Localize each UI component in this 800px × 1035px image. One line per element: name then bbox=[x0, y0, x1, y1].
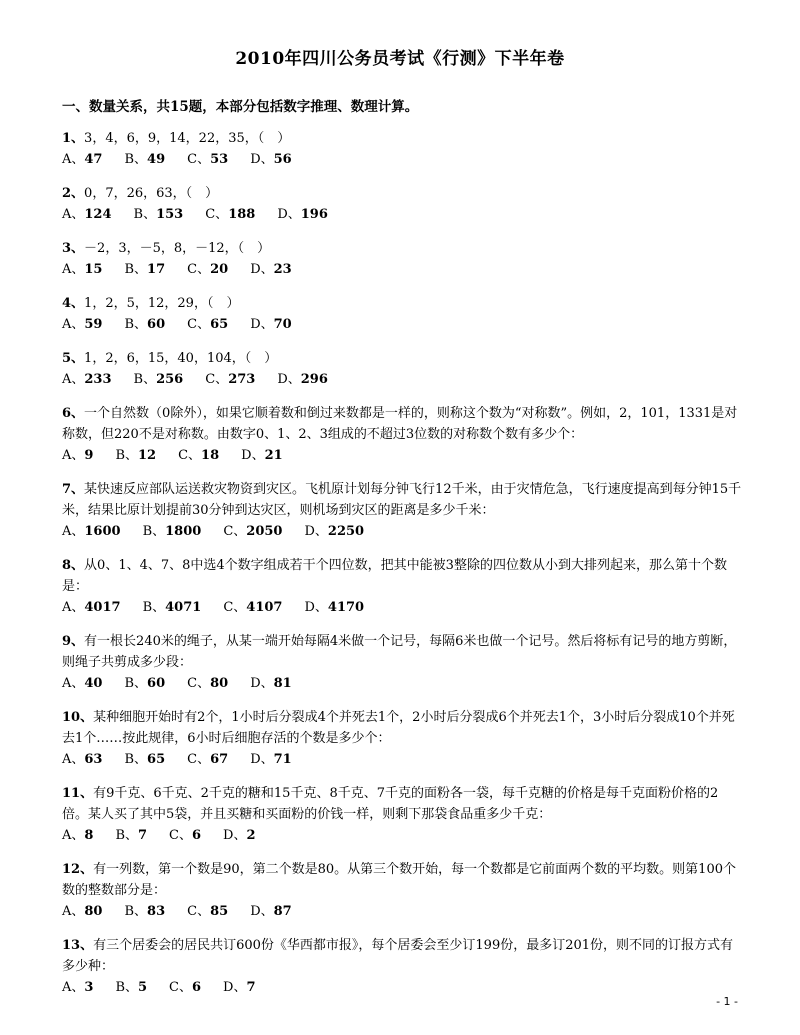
option-value: 4170 bbox=[327, 600, 365, 615]
question-text: 0，7，26，63，（ ） bbox=[84, 186, 219, 201]
question-text: 有一根长240米的绳子，从某一端开始每隔4米做一个记号，每隔6米也做一个记号。然后将标有记号的地方剪断，则绳子共剪成多少段： bbox=[62, 634, 737, 670]
option-c bbox=[223, 597, 282, 618]
question-stem bbox=[62, 859, 742, 901]
option-b bbox=[143, 521, 202, 542]
question-stem bbox=[62, 238, 742, 259]
option-letter: C、 bbox=[169, 980, 192, 995]
option-c bbox=[205, 369, 255, 390]
option-b bbox=[124, 259, 165, 280]
option-value: 56 bbox=[273, 152, 292, 167]
option-letter: B、 bbox=[124, 904, 148, 919]
question-number: 6、 bbox=[62, 406, 85, 421]
question-stem bbox=[62, 183, 742, 204]
question-item bbox=[62, 631, 742, 694]
option-value: 273 bbox=[228, 372, 256, 387]
option-a bbox=[62, 977, 93, 998]
option-value: 20 bbox=[210, 262, 229, 277]
option-d bbox=[250, 673, 292, 694]
option-c bbox=[187, 259, 228, 280]
options-row bbox=[62, 673, 742, 694]
option-value: 6 bbox=[192, 828, 202, 843]
option-letter: A、 bbox=[62, 980, 85, 995]
option-value: 53 bbox=[210, 152, 229, 167]
option-letter: C、 bbox=[187, 676, 211, 691]
option-c bbox=[187, 749, 228, 770]
option-value: 63 bbox=[84, 752, 103, 767]
option-letter: D、 bbox=[304, 600, 328, 615]
option-a bbox=[62, 673, 102, 694]
option-value: 60 bbox=[147, 317, 166, 332]
question-item bbox=[62, 707, 742, 770]
option-value: 2050 bbox=[246, 524, 283, 539]
option-value: 188 bbox=[228, 207, 256, 222]
question-text: 有一列数，第一个数是90，第二个数是80。从第三个数开始，每一个数都是它前面两个数的平均数。则第100个数的整数部分是： bbox=[62, 862, 736, 898]
option-value: 21 bbox=[264, 448, 283, 463]
option-c bbox=[187, 673, 228, 694]
question-stem bbox=[62, 403, 742, 445]
option-letter: D、 bbox=[250, 152, 274, 167]
option-letter: D、 bbox=[241, 448, 265, 463]
options-row bbox=[62, 369, 742, 390]
option-value: 2250 bbox=[327, 524, 365, 539]
question-stem bbox=[62, 555, 742, 597]
question-item bbox=[62, 859, 742, 922]
option-d bbox=[304, 521, 364, 542]
question-item bbox=[62, 555, 742, 618]
question-text: －2，3，－5，8，－12，（ ） bbox=[84, 241, 271, 256]
options-row bbox=[62, 597, 742, 618]
question-item bbox=[62, 403, 742, 466]
option-d bbox=[250, 314, 292, 335]
option-value: 9 bbox=[84, 448, 94, 463]
question-stem bbox=[62, 935, 742, 977]
option-letter: B、 bbox=[124, 676, 148, 691]
option-letter: B、 bbox=[133, 372, 157, 387]
option-letter: A、 bbox=[62, 448, 85, 463]
option-c bbox=[205, 204, 255, 225]
option-value: 18 bbox=[201, 448, 220, 463]
question-text: 一个自然数（0除外），如果它顺着数和倒过来数都是一样的，则称这个数为“对称数”。例如，2，101，1331是对称数，但220不是对称数。由数字0、1、2、3组成的不超过3位数的对称数个数有多少个： bbox=[62, 406, 738, 442]
question-stem bbox=[62, 348, 742, 369]
option-value: 256 bbox=[156, 372, 184, 387]
option-value: 124 bbox=[84, 207, 112, 222]
question-text: 某快速反应部队运送救灾物资到灾区。飞机原计划每分钟飞行12千米，由于灾情危急，飞行速度提高到每分钟15千米，结果比原计划提前30分钟到达灾区，则机场到灾区的距离是多少千米： bbox=[62, 482, 742, 518]
options-row bbox=[62, 445, 742, 466]
option-d bbox=[250, 149, 292, 170]
question-number: 1、 bbox=[62, 131, 85, 146]
option-b bbox=[124, 901, 165, 922]
option-value: 12 bbox=[138, 448, 157, 463]
option-letter: B、 bbox=[142, 600, 166, 615]
option-value: 67 bbox=[210, 752, 229, 767]
page-title: 2010年四川公务员考试《行测》下半年卷 bbox=[235, 49, 565, 69]
option-letter: D、 bbox=[304, 524, 328, 539]
option-c bbox=[223, 521, 282, 542]
question-item bbox=[62, 935, 742, 998]
option-c bbox=[169, 977, 201, 998]
option-a bbox=[62, 259, 102, 280]
option-b bbox=[134, 369, 184, 390]
option-a bbox=[62, 369, 112, 390]
option-d bbox=[277, 369, 328, 390]
option-c bbox=[187, 901, 228, 922]
option-value: 1800 bbox=[165, 524, 202, 539]
option-letter: C、 bbox=[187, 262, 211, 277]
option-letter: C、 bbox=[187, 904, 211, 919]
option-letter: C、 bbox=[187, 317, 211, 332]
option-a bbox=[62, 749, 102, 770]
question-text: 有三个居委会的居民共订600份《华西都市报》，每个居委会至少订199份，最多订201份，则不同的订报方式有多少种： bbox=[62, 938, 734, 974]
option-b bbox=[134, 204, 184, 225]
option-value: 71 bbox=[273, 752, 292, 767]
option-letter: B、 bbox=[124, 152, 148, 167]
option-letter: A、 bbox=[62, 207, 85, 222]
question-text: 1，2，5，12，29，（ ） bbox=[84, 296, 240, 311]
option-b bbox=[115, 825, 147, 846]
option-letter: A、 bbox=[62, 152, 85, 167]
option-value: 8 bbox=[84, 828, 94, 843]
question-number: 3、 bbox=[62, 241, 85, 256]
question-number: 12、 bbox=[62, 862, 94, 877]
option-letter: C、 bbox=[205, 372, 229, 387]
option-a bbox=[62, 314, 102, 335]
option-a bbox=[62, 445, 93, 466]
option-d bbox=[241, 445, 283, 466]
option-b bbox=[124, 673, 165, 694]
option-letter: C、 bbox=[169, 828, 192, 843]
options-row bbox=[62, 259, 742, 280]
option-value: 7 bbox=[246, 980, 256, 995]
option-letter: C、 bbox=[205, 207, 229, 222]
question-text: 从0、1、4、7、8中选4个数字组成若干个四位数，把其中能被3整除的四位数从小到大排列起来，那么第十个数是： bbox=[62, 558, 727, 594]
option-value: 4107 bbox=[246, 600, 283, 615]
option-letter: C、 bbox=[187, 752, 211, 767]
option-value: 7 bbox=[138, 828, 148, 843]
option-value: 80 bbox=[210, 676, 229, 691]
option-value: 80 bbox=[84, 904, 103, 919]
option-d bbox=[250, 259, 292, 280]
option-value: 59 bbox=[84, 317, 103, 332]
option-letter: B、 bbox=[142, 524, 166, 539]
question-number: 10、 bbox=[62, 710, 94, 725]
question-text: 3，4，6，9，14，22，35，（ ） bbox=[84, 131, 291, 146]
question-item bbox=[62, 183, 742, 225]
question-item bbox=[62, 783, 742, 846]
option-value: 87 bbox=[273, 904, 292, 919]
option-a bbox=[62, 597, 121, 618]
option-d bbox=[250, 901, 292, 922]
option-c bbox=[169, 825, 201, 846]
option-value: 296 bbox=[300, 372, 328, 387]
option-letter: D、 bbox=[250, 262, 274, 277]
option-b bbox=[124, 749, 165, 770]
option-letter: C、 bbox=[178, 448, 202, 463]
option-a bbox=[62, 825, 93, 846]
option-letter: D、 bbox=[250, 676, 274, 691]
option-d bbox=[223, 977, 255, 998]
question-stem bbox=[62, 293, 742, 314]
option-letter: C、 bbox=[223, 600, 247, 615]
option-letter: A、 bbox=[62, 524, 85, 539]
option-letter: B、 bbox=[124, 317, 148, 332]
question-number: 4、 bbox=[62, 296, 85, 311]
option-letter: C、 bbox=[223, 524, 247, 539]
option-a bbox=[62, 149, 102, 170]
option-letter: A、 bbox=[62, 317, 85, 332]
question-item bbox=[62, 293, 742, 335]
option-a bbox=[62, 901, 102, 922]
question-number: 9、 bbox=[62, 634, 85, 649]
question-number: 11、 bbox=[62, 786, 94, 801]
option-letter: B、 bbox=[115, 980, 138, 995]
option-d bbox=[223, 825, 255, 846]
option-b bbox=[143, 597, 202, 618]
question-stem bbox=[62, 631, 742, 673]
options-row bbox=[62, 521, 742, 542]
option-letter: D、 bbox=[223, 828, 247, 843]
option-letter: B、 bbox=[115, 448, 138, 463]
option-value: 70 bbox=[273, 317, 292, 332]
question-text: 有9千克、6千克、2千克的糖和15千克、8千克、7千克的面粉各一袋，每千克糖的价格是每千克面粉价格的2倍。某人买了其中5袋，并且买糖和买面粉的价钱一样，则剩下那袋食品重多少千克： bbox=[62, 786, 719, 822]
option-value: 65 bbox=[147, 752, 166, 767]
option-letter: B、 bbox=[115, 828, 138, 843]
options-row bbox=[62, 314, 742, 335]
options-row bbox=[62, 977, 742, 998]
option-letter: D、 bbox=[250, 904, 274, 919]
option-letter: A、 bbox=[62, 904, 85, 919]
option-value: 23 bbox=[273, 262, 292, 277]
option-value: 15 bbox=[84, 262, 103, 277]
question-stem bbox=[62, 707, 742, 749]
option-letter: D、 bbox=[223, 980, 247, 995]
option-value: 17 bbox=[147, 262, 166, 277]
option-letter: B、 bbox=[124, 262, 148, 277]
option-b bbox=[115, 977, 147, 998]
option-d bbox=[250, 749, 292, 770]
options-row bbox=[62, 749, 742, 770]
option-value: 5 bbox=[138, 980, 148, 995]
option-value: 2 bbox=[246, 828, 256, 843]
page-number: - 1 - bbox=[716, 995, 738, 1008]
option-value: 196 bbox=[300, 207, 328, 222]
option-c bbox=[187, 149, 228, 170]
option-b bbox=[115, 445, 156, 466]
options-row bbox=[62, 825, 742, 846]
option-c bbox=[178, 445, 219, 466]
question-number: 8、 bbox=[62, 558, 85, 573]
options-row bbox=[62, 204, 742, 225]
question-stem bbox=[62, 128, 742, 149]
option-d bbox=[277, 204, 328, 225]
option-letter: A、 bbox=[62, 828, 85, 843]
question-list bbox=[62, 128, 742, 1011]
option-letter: A、 bbox=[62, 372, 85, 387]
question-item bbox=[62, 479, 742, 542]
question-number: 13、 bbox=[62, 938, 94, 953]
option-letter: A、 bbox=[62, 752, 85, 767]
question-number: 2、 bbox=[62, 186, 85, 201]
option-value: 85 bbox=[210, 904, 229, 919]
option-b bbox=[124, 314, 165, 335]
question-number: 7、 bbox=[62, 482, 85, 497]
question-stem bbox=[62, 479, 742, 521]
options-row bbox=[62, 149, 742, 170]
question-item bbox=[62, 128, 742, 170]
option-a bbox=[62, 521, 121, 542]
option-value: 153 bbox=[156, 207, 184, 222]
option-letter: C、 bbox=[187, 152, 211, 167]
option-value: 81 bbox=[273, 676, 292, 691]
option-letter: B、 bbox=[133, 207, 157, 222]
option-b bbox=[124, 149, 165, 170]
option-value: 60 bbox=[147, 676, 166, 691]
option-value: 49 bbox=[147, 152, 166, 167]
option-value: 233 bbox=[84, 372, 112, 387]
option-d bbox=[304, 597, 364, 618]
question-text: 1，2，6，15，40，104，（ ） bbox=[84, 351, 278, 366]
section-header: 一、数量关系，共15题，本部分包括数字推理、数理计算。 bbox=[62, 99, 419, 115]
option-value: 4071 bbox=[165, 600, 202, 615]
options-row bbox=[62, 901, 742, 922]
question-item bbox=[62, 238, 742, 280]
question-item bbox=[62, 348, 742, 390]
option-letter: D、 bbox=[277, 372, 301, 387]
option-value: 65 bbox=[210, 317, 229, 332]
question-text: 某种细胞开始时有2个，1小时后分裂成4个并死去1个，2小时后分裂成6个并死去1个，3小时后分裂成10个并死去1个……按此规律，6小时后细胞存活的个数是多少个： bbox=[62, 710, 735, 746]
option-letter: A、 bbox=[62, 262, 85, 277]
option-value: 83 bbox=[147, 904, 166, 919]
option-value: 4017 bbox=[84, 600, 121, 615]
option-letter: A、 bbox=[62, 600, 85, 615]
question-number: 5、 bbox=[62, 351, 85, 366]
option-letter: A、 bbox=[62, 676, 85, 691]
option-letter: D、 bbox=[250, 752, 274, 767]
option-value: 47 bbox=[84, 152, 103, 167]
question-stem bbox=[62, 783, 742, 825]
option-letter: D、 bbox=[277, 207, 301, 222]
option-value: 1600 bbox=[84, 524, 121, 539]
option-letter: B、 bbox=[124, 752, 148, 767]
option-c bbox=[187, 314, 228, 335]
option-a bbox=[62, 204, 112, 225]
option-value: 3 bbox=[84, 980, 94, 995]
option-value: 6 bbox=[192, 980, 202, 995]
option-letter: D、 bbox=[250, 317, 274, 332]
option-value: 40 bbox=[84, 676, 103, 691]
